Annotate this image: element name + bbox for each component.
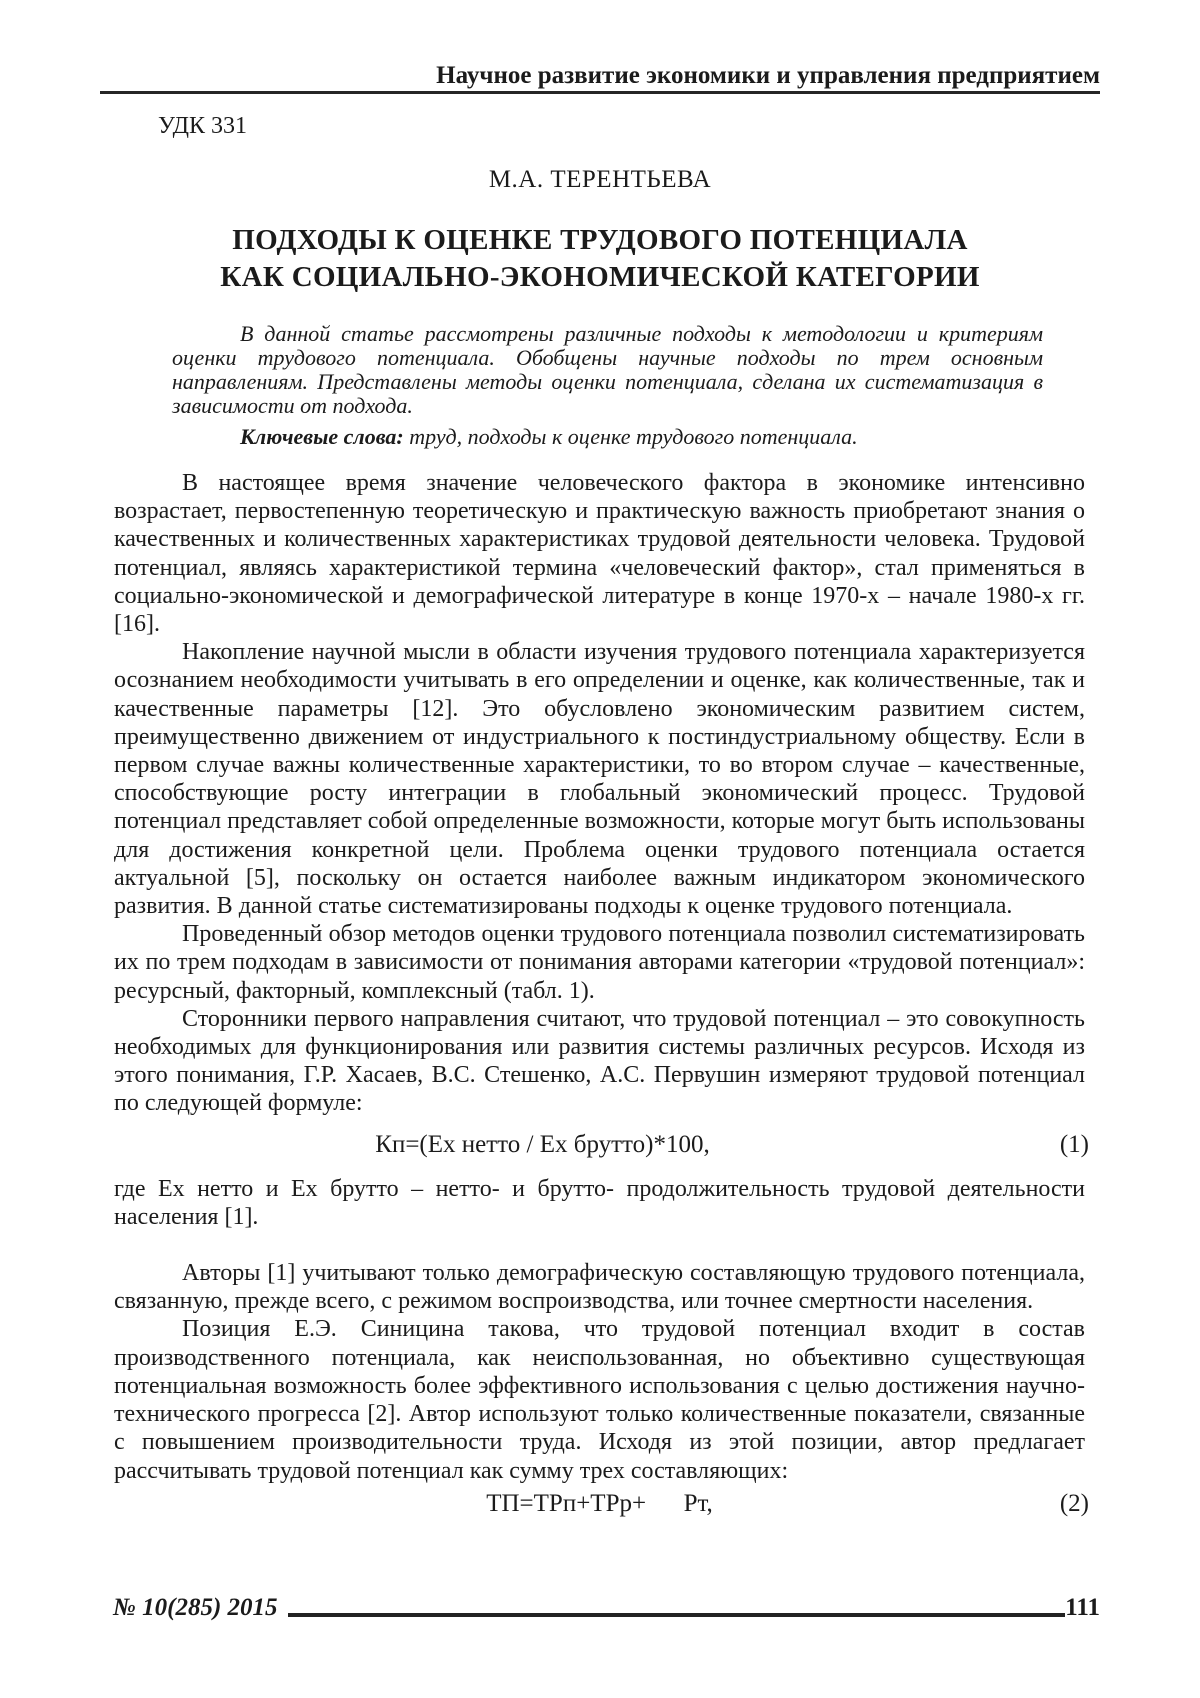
article-title-line-2: КАК СОЦИАЛЬНО-ЭКОНОМИЧЕСКОЙ КАТЕГОРИИ: [220, 261, 980, 293]
keywords-label: Ключевые слова:: [240, 424, 404, 449]
article-title-line-1: ПОДХОДЫ К ОЦЕНКЕ ТРУДОВОГО ПОТЕНЦИАЛА: [232, 224, 968, 256]
article-title: [100, 222, 1100, 296]
page-content: [100, 0, 1100, 1519]
abstract-text: В данной статье рассмотрены различные подходы к методологии и критериям оценки трудового потенциала. Обобщены научные подходы по трем основным направлениям. Представлены методы оценки потенциала, сделана их систематизация в зависимости от подхода.: [172, 321, 1043, 418]
footer-issue-label: № 10(285) 2015: [113, 1594, 278, 1621]
keywords-text: труд, подходы к оценке трудового потенциала.: [409, 424, 858, 449]
paragraph: Авторы [1] учитывают только демографическую составляющую трудового потенциала, связанную, прежде всего, с режимом воспроизводства, или точнее смертности населения.: [114, 1260, 1085, 1315]
footer-rule: [288, 1613, 1066, 1617]
paragraph: Проведенный обзор методов оценки трудового потенциала позволил систематизировать их по трем подходам в зависимости от понимания авторами категории «трудовой потенциал»: ресурсный, факторный, комплексный (табл. 1).: [114, 921, 1085, 1004]
paragraph: Накопление научной мысли в области изучения трудового потенциала характеризуется осознанием необходимости учитывать в его определении и оценке, как количественные, так и качественные параметры [12]. Это обусловлено экономическим развитием систем, преимущественно движением от индустриального к постиндустриальному обществу. Если в первом случае важны количественные характеристики, то во втором случае – качественные, способствующие росту интеграции в глобальный экономический процесс. Трудовой потенциал представляет собой определенные возможности, которые могут быть использованы для достижения конкретной цели. Проблема оценки трудового потенциала остается актуальной [5], поскольку он остается наиболее важным индикатором экономического развития. В данной статье систематизированы подходы к оценке трудового потенциала.: [114, 639, 1085, 920]
formula-1-number: (1): [1059, 1130, 1089, 1158]
udc-code: УДК 331: [158, 113, 247, 139]
article-body: [100, 469, 1100, 1519]
footer-page-number: 111: [1065, 1594, 1100, 1621]
formula-2-expression: ТП=ТРп+ТРр+ Рт,: [486, 1489, 713, 1517]
formula-1-expression: Кп=(Ех нетто / Ех брутто)*100,: [375, 1130, 710, 1158]
formula-2-number: (2): [1059, 1489, 1089, 1517]
formula-1-note: где Ех нетто и Ех брутто – нетто- и брутто- продолжительность трудовой деятельности населения [1].: [114, 1175, 1085, 1230]
formula-1-row: [114, 1130, 1089, 1160]
formula-2-row: [114, 1489, 1089, 1519]
page-footer: [100, 1594, 1100, 1622]
running-header: [100, 0, 1100, 94]
journal-section-title: Научное развитие экономики и управления предприятием: [436, 62, 1100, 89]
paragraph: Сторонники первого направления считают, что трудовой потенциал – это совокупность необходимых для функционирования или развития системы различных ресурсов. Исходя из этого понимания, Г.Р. Хасаев, В.С. Стешенко, А.С. Первушин измеряют трудовой потенциал по следующей формуле:: [114, 1005, 1085, 1117]
paragraph: Позиция Е.Э. Синицина такова, что трудовой потенциал входит в состав производственного потенциала, как неиспользованная, но объективно существующая потенциальная возможность более эффективного использования с целью достижения научно-технического прогресса [2]. Автор используют только количественные показатели, связанные с повышением производительности труда. Исходя из этой позиции, автор предлагает рассчитывать трудовой потенциал как сумму трех составляющих:: [114, 1316, 1085, 1484]
keywords-line: [172, 425, 1043, 449]
paragraph: В настоящее время значение человеческого фактора в экономике интенсивно возрастает, первостепенную теоретическую и практическую важность приобретают знания о качественных и количественных характеристиках трудовой деятельности человека. Трудовой потенциал, являясь характеристикой термина «человеческий фактор», стал применяться в социально-экономической и демографической литературе в конце 1970-х – начале 1980-х гг. [16].: [114, 470, 1085, 638]
author-name: М.А. ТЕРЕНТЬЕВА: [488, 166, 712, 193]
